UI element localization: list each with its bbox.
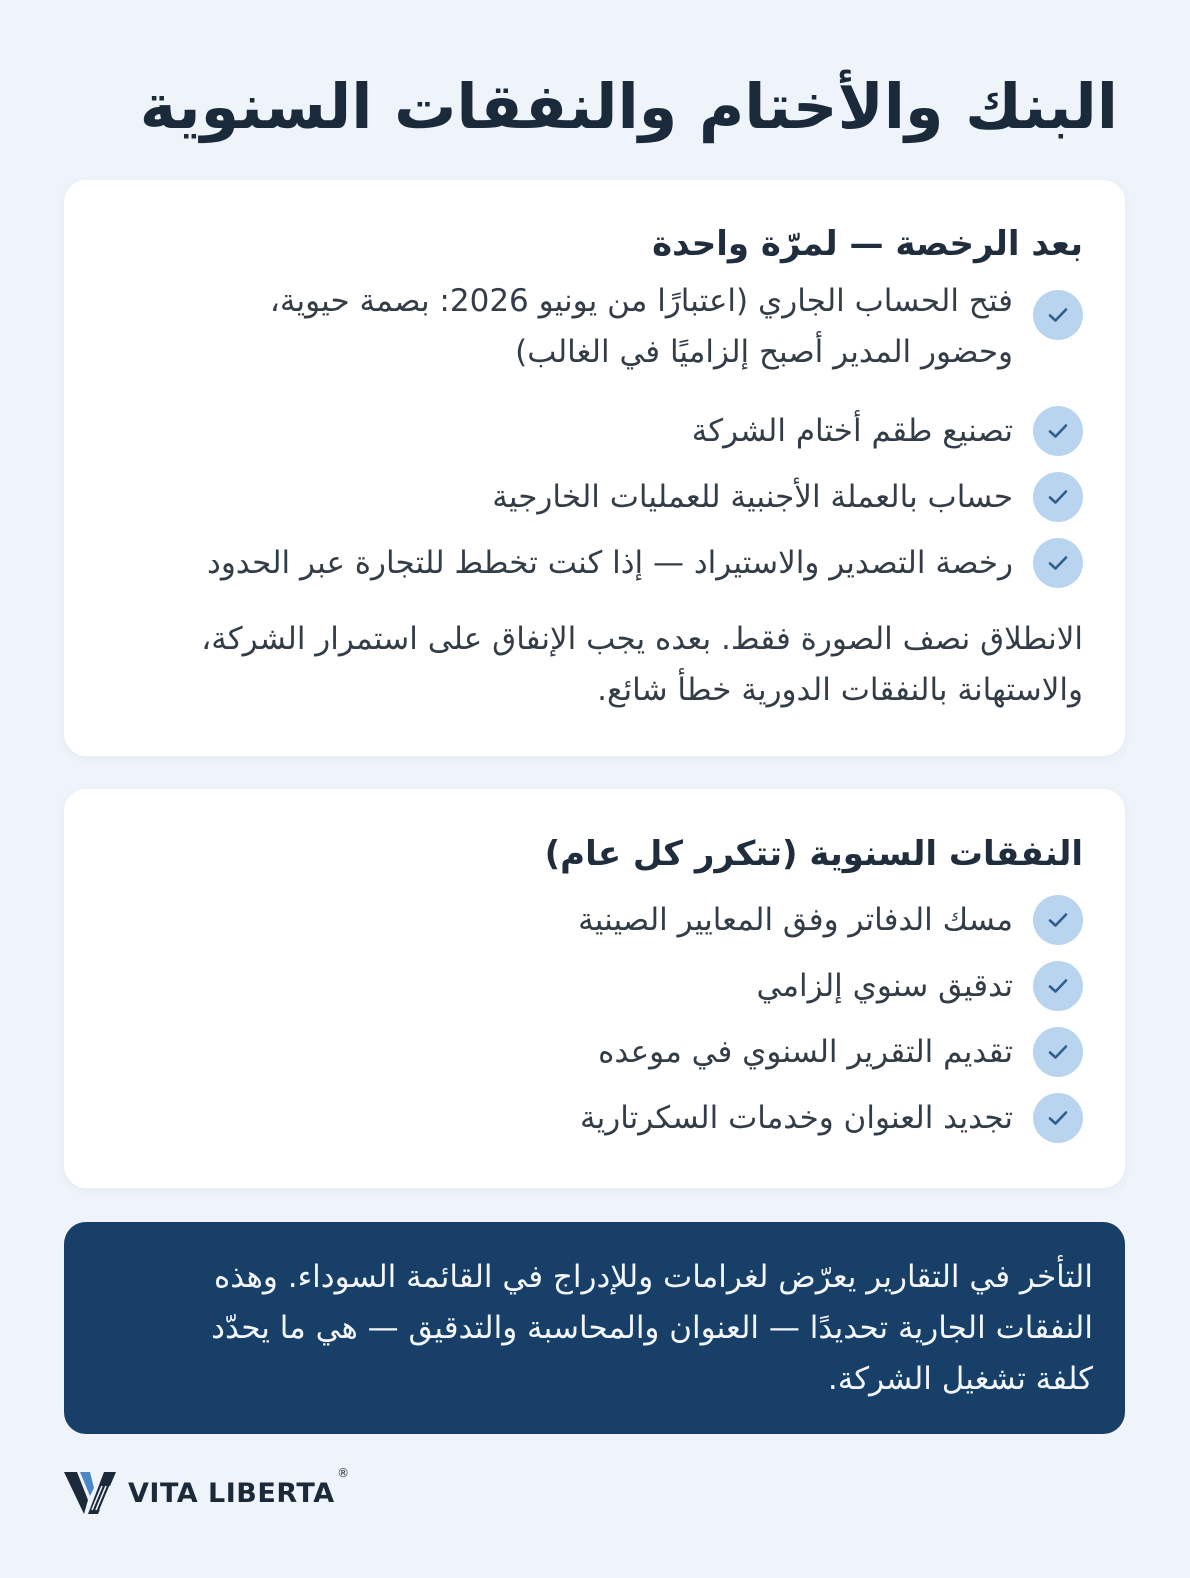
section-heading: النفقات السنوية (تتكرر كل عام) [544, 834, 1083, 874]
list-item-text: مسك الدفاتر وفق المعايير الصينية [578, 902, 1013, 938]
list-item [106, 961, 1083, 1012]
callout-line: التأخر في التقارير يعرّض لغرامات وللإدراج في القائمة السوداء. وهذه [214, 1259, 1093, 1295]
brand-name: VITA LIBERTA [128, 1477, 335, 1509]
card-note-line: والاستهانة بالنفقات الدورية خطأ شائع. [597, 672, 1083, 708]
brand-logo [64, 1465, 350, 1516]
check-circle-icon [1033, 1093, 1083, 1143]
list-item [106, 895, 1083, 946]
list-item [106, 1027, 1083, 1078]
check-circle-icon [1033, 406, 1083, 456]
vita-liberta-logo-icon [64, 1470, 118, 1516]
section-heading: بعد الرخصة — لمرّة واحدة [652, 224, 1083, 264]
page-title: البنك والأختام والنفقات السنوية [139, 70, 1118, 143]
list-item-text: تدقيق سنوي إلزامي [756, 968, 1013, 1004]
list-item [106, 1093, 1083, 1144]
check-circle-icon [1033, 895, 1083, 945]
annual-costs-card [64, 789, 1125, 1188]
registered-mark: ® [337, 1465, 350, 1480]
list-item [106, 472, 1083, 523]
check-circle-icon [1033, 961, 1083, 1011]
check-circle-icon [1033, 1027, 1083, 1077]
callout-text [98, 1252, 1093, 1405]
list-item [106, 538, 1083, 589]
list-item-text: تجديد العنوان وخدمات السكرتارية [579, 1100, 1013, 1136]
card-note [102, 614, 1083, 716]
list-item-text: رخصة التصدير والاستيراد — إذا كنت تخطط للتجارة عبر الحدود [207, 545, 1013, 581]
list-item-text: حساب بالعملة الأجنبية للعمليات الخارجية [492, 479, 1013, 515]
list-item-line: وحضور المدير أصبح إلزاميًا في الغالب) [515, 334, 1013, 370]
list-item-line: فتح الحساب الجاري (اعتبارًا من يونيو 2026: بصمة حيوية، [269, 283, 1013, 319]
check-circle-icon [1033, 290, 1083, 340]
check-circle-icon [1033, 472, 1083, 522]
warning-callout [64, 1222, 1125, 1434]
list-item-text: تصنيع طقم أختام الشركة [691, 413, 1013, 449]
one-time-costs-card [64, 180, 1125, 756]
check-circle-icon [1033, 538, 1083, 588]
list-item [106, 283, 1083, 378]
callout-line: النفقات الجارية تحديدًا — العنوان والمحاسبة والتدقيق — هي ما يحدّد [211, 1310, 1093, 1346]
card-note-line: الانطلاق نصف الصورة فقط. بعده يجب الإنفاق على استمرار الشركة، [201, 621, 1083, 657]
callout-line: كلفة تشغيل الشركة. [827, 1361, 1093, 1397]
list-item-text: تقديم التقرير السنوي في موعده [598, 1034, 1013, 1070]
list-item [106, 406, 1083, 457]
